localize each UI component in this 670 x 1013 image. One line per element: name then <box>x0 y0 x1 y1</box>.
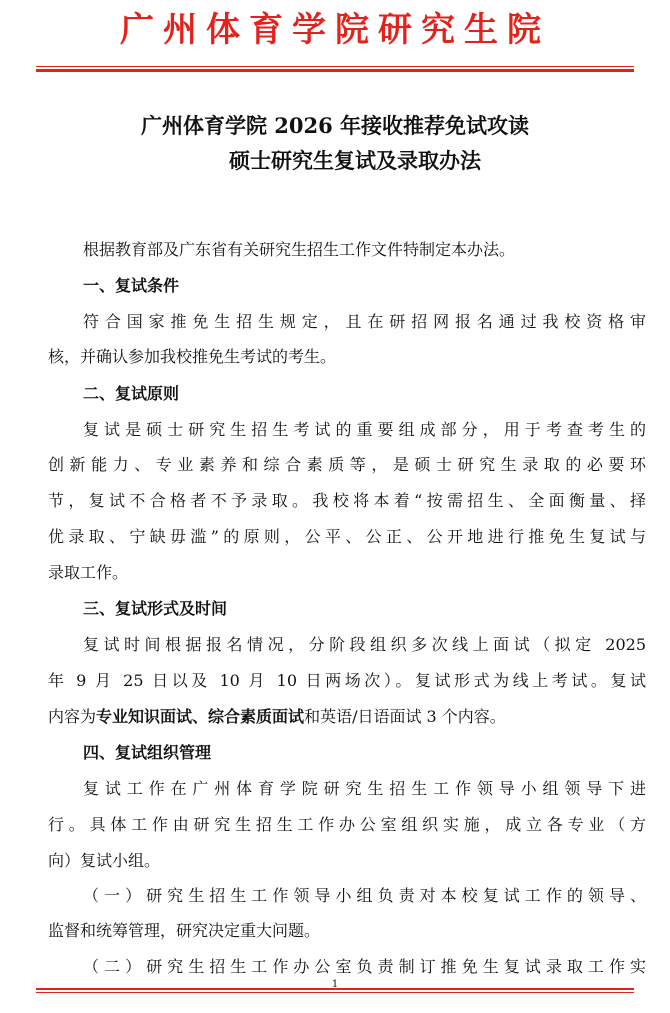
section-2-line-3: 节，复试不合格者不予录取。我校将本着“按需招生、全面衡量、择 <box>48 491 646 510</box>
section-heading-3: 三、复试形式及时间 <box>83 599 228 618</box>
content-prefix: 内容为 <box>48 707 97 726</box>
section-4-line-3: 向）复试小组。 <box>48 851 161 870</box>
section-3-content-line <box>48 700 646 734</box>
section-4-line-2: 行。具体工作由研究生招生工作办公室组织实施，成立各专业（方 <box>48 815 646 834</box>
page-number: 1 <box>331 979 339 990</box>
document-title-line-2: 硕士研究生复试及录取办法 <box>229 148 481 173</box>
section-4-line-4: （一）研究生招生工作领导小组负责对本校复试工作的领导、 <box>83 886 646 905</box>
section-2-line-2: 创新能力、专业素养和综合素质等，是硕士研究生录取的必要环 <box>48 455 646 474</box>
institution-header-title: 广州体育学院研究生院 <box>120 10 550 50</box>
section-2-line-1: 复试是硕士研究生招生考试的重要组成部分，用于考查考生的 <box>83 420 646 439</box>
intro-paragraph: 根据教育部及广东省有关研究生招生工作文件特制定本办法。 <box>83 240 516 259</box>
section-2-line-4: 优录取、宁缺毋滥”的原则，公平、公正、公开地进行推免生复试与 <box>48 527 646 546</box>
section-heading-2: 二、复试原则 <box>83 384 180 403</box>
section-heading-1: 一、复试条件 <box>83 276 180 295</box>
section-3-line-2: 年 9 月 25 日以及 10 月 10 日两场次）。复试形式为线上考试。复试 <box>48 671 646 690</box>
content-separator: 、 <box>192 707 209 726</box>
section-2-line-5: 录取工作。 <box>48 563 129 582</box>
header-rule-thick <box>36 69 634 72</box>
content-bold-professional-interview: 专业知识面试 <box>96 707 193 726</box>
content-bold-comprehensive-interview: 综合素质面试 <box>208 707 305 726</box>
section-4-line-1: 复试工作在广州体育学院研究生招生工作领导小组领导下进 <box>83 779 646 798</box>
document-title-line-1: 广州体育学院 2026 年接收推荐免试攻读 <box>140 113 530 138</box>
footer-rule-thin <box>36 992 634 993</box>
section-heading-4: 四、复试组织管理 <box>83 743 212 762</box>
header-rule-thin <box>36 66 634 67</box>
section-3-line-1: 复试时间根据报名情况，分阶段组织多次线上面试（拟定 2025 <box>83 635 646 654</box>
section-1-line-2: 核，并确认参加我校推免生考试的考生。 <box>48 347 337 366</box>
section-4-line-6: （二）研究生招生工作办公室负责制订推免生复试录取工作实 <box>83 957 646 976</box>
section-4-line-5: 监督和统筹管理，研究决定重大问题。 <box>48 921 321 940</box>
content-suffix: 和英语/日语面试 3 个内容。 <box>304 707 506 726</box>
section-1-line-1: 符合国家推免生招生规定，且在研招网报名通过我校资格审 <box>83 312 646 331</box>
